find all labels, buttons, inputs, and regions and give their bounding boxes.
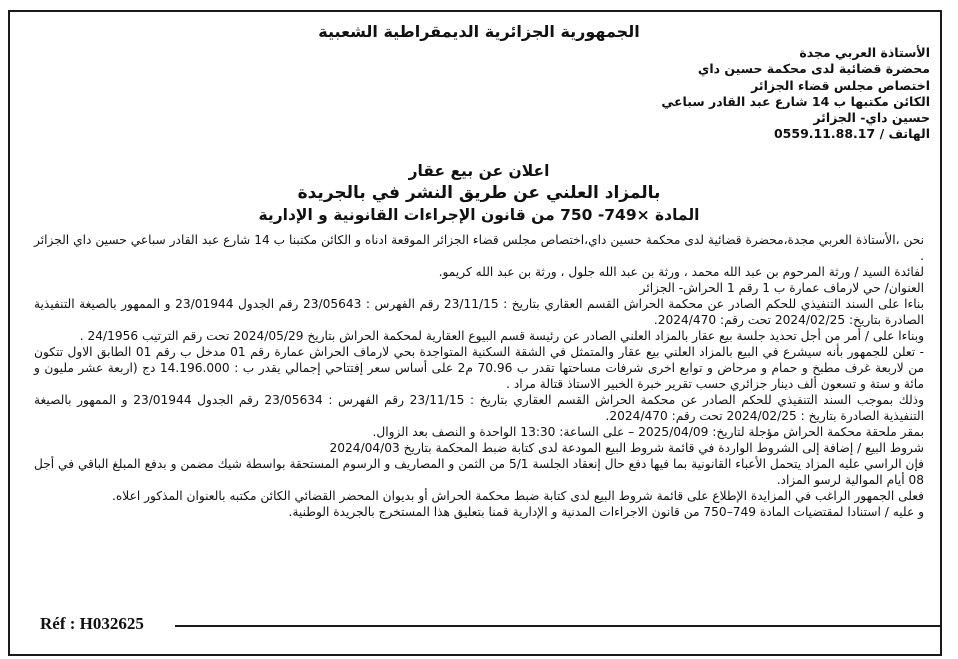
bailiff-jurisdiction: اختصاص مجلس قضاء الجزائر [751,77,930,93]
republic-heading: الجمهورية الجزائرية الديمقراطية الشعبية [318,22,640,41]
phone-number: 0559.11.88.17 [773,126,876,142]
bailiff-phone [290,126,930,142]
reference-label: Réf : [40,614,80,633]
notice-legal-article: المادة ×749- 750 من قانون الإجراءات القانونية و الإدارية [258,206,700,224]
notice-titles [0,160,958,226]
phone-label: الهاتف / [875,126,930,142]
bailiff-office-address: الكائن مكتبها ب 14 شارع عبد القادر سباعي [661,93,930,109]
bailiff-name: الأستاذة العربي مجدة [799,45,930,60]
body-paragraph-address: العنوان/ حي لارماف عمارة ب 1 رقم 1 الحراش- الجزائر [639,281,924,295]
notice-title: اعلان عن بيع عقار [408,162,550,180]
reference-divider [175,625,940,627]
notice-body [34,232,924,520]
body-paragraph-order: وبناءا على / أمر من أجل تحديد جلسة بيع عقار بالمزاد العلني الصادر عن رئيسة قسم البيوع العقارية لمحكمة الحراش بتاريخ 2024/05/29 تحت رقم الترتيب 24/1956 . [79,329,924,343]
notice-subtitle: بالمزاد العلني عن طريق النشر في بالجريدة [297,183,661,203]
body-paragraph-second-title: وذلك بموجب السند التنفيذي للحكم الصادر عن محكمة الحراش القسم العقاري بتاريخ : 23/11/15 رقم الفهرس : 23/05634 رقم الجدول 23/01944 و الممهور بالصيغة التنفيذية الصادرة بتاريخ : 2024/02/25 تحت رقم: 2024/470. [34,393,924,423]
reference-code: H032625 [79,614,144,633]
body-paragraph-auction-date: بمقر ملحقة محكمة الحراش مؤجلة لتاريخ: 2025/04/09 – على الساعة: 13:30 الواحدة و النصف بعد الزوال. [372,425,924,439]
body-paragraph-beneficiaries: لفائدة السيد / ورثة المرحوم بن عبد الله محمد ، ورثة بن عبد الله جلول ، ورثة بن عبد الله كريمو. [438,265,924,279]
reference-number [40,614,144,634]
bailiff-role: محضرة قضائية لدى محكمة حسين داي [697,61,930,77]
bailiff-header [290,45,930,143]
body-paragraph-sale-conditions: شروط البيع / إضافة إلى الشروط الواردة في قائمة شروط البيع المودعة لدى كتابة ضبط المحكمة بتاريخ 2024/04/03 [329,441,924,455]
body-paragraph-executive-title: بناءا على السند التنفيذي للحكم الصادر عن محكمة الحراش القسم العقاري بتاريخ : 23/11/15 رقم الفهرس : 23/05643 رقم الجدول 23/01944 و الممهور بالصيغة التنفيذية الصادرة بتاريخ: 2024/02/25 تحت رقم: 2024/470. [34,297,924,327]
body-paragraph-buyer-obligations: فإن الراسي عليه المزاد يتحمل الأعباء القانونية بما فيها دفع حال إنعقاد الجلسة 5/1 من الثمن و المصاريف و الرسوم المستحقة بواسطة شيك مضمن و بدفع المبلغ الباقي في أجل 08 أيام الموالية لرسو المزاد. [34,457,924,487]
body-paragraph-public-notice: فعلى الجمهور الراغب في المزايدة الإطلاع على قائمة شروط البيع لدى كتابة ضبط محكمة الحراش أو بديوان المحضر القضائي الكائن مكتبه بالعنوان المذكور اعلاه. [112,489,924,503]
body-paragraph-property: - تعلن للجمهور بأنه سيشرع في البيع بالمزاد العلني بيع عقار والمتمثل في الشقة السكنية المتواجدة بحي لارماف الحراش عمارة رقم 01 مدخل ب رقم 01 الطابق الاول تتكون من لاربعة غرف مطبخ و حمام و مرحاض و توابع اخرى شرفات مساحتها تقدر ب 70.96 م2 على أساس سعر إفتتاحي إجمالي يقدر ب : 14.196.000 دج (اربعة عشر مليون و مائة و ستة و تسعون ألف دينار جزائري حسب تقرير خبرة الخبير الاستاذ قتالة مراد . [34,345,924,391]
bailiff-city: حسين داي- الجزائر [813,110,930,126]
body-paragraph-intro: نحن ،الأستاذة العربي مجدة،محضرة قضائية لدى محكمة حسين داي،اختصاص مجلس قضاء الجزائر الموقعة ادناه و الكائن مكتبنا ب 14 شارع عبد القادر سباعي حسين داي الجزائر . [34,233,925,263]
body-paragraph-closing: و عليه / استنادا لمقتضيات المادة 749–750 من قانون الاجراءات المدنية و الإدارية قمنا بتعليق هذا المستخرج بالجريدة الوطنية. [288,505,924,519]
